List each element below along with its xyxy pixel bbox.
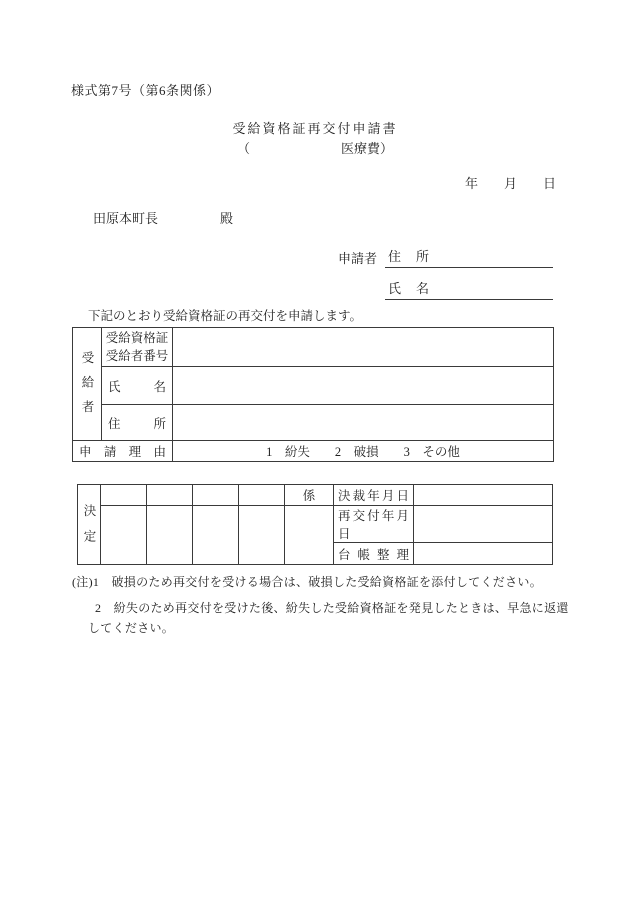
address-field bbox=[385, 246, 553, 268]
date-line: 年 月 日 bbox=[464, 176, 556, 191]
recipient-address-label-cell: 住所 bbox=[102, 405, 173, 441]
reason-options-cell: 1 紛失 2 破損 3 その他 bbox=[173, 441, 554, 462]
decision-table bbox=[77, 484, 553, 565]
note-line-3: してください。 bbox=[88, 621, 175, 635]
applicant-label: 申請者 bbox=[338, 251, 378, 266]
addressee: 田原本町長 bbox=[93, 211, 159, 226]
applicant-block bbox=[338, 246, 553, 300]
stamp-cell-4 bbox=[239, 506, 285, 565]
stamp-header-cell-2 bbox=[147, 485, 193, 506]
recipient-name-value-cell bbox=[173, 367, 554, 405]
reissue-date-label-cell: 再交付年月日 bbox=[334, 506, 414, 543]
stamp-header-cell-3 bbox=[193, 485, 239, 506]
reissue-date-value-cell bbox=[414, 506, 553, 543]
certificate-number-label-cell bbox=[102, 328, 173, 367]
recipient-table bbox=[72, 327, 554, 462]
reason-label-cell: 申請理由 bbox=[73, 441, 173, 462]
honorific: 殿 bbox=[220, 211, 234, 226]
document-title: 受給資格証再交付申請書 bbox=[232, 121, 398, 136]
document-subtitle: （ 医療費） bbox=[236, 141, 393, 156]
name-label: 氏 名 bbox=[388, 281, 431, 296]
decision-side-label: 決定 bbox=[82, 503, 96, 555]
ledger-value-cell bbox=[414, 543, 553, 565]
certificate-label-line2: 受給者番号 bbox=[105, 349, 169, 363]
applicant-name-row bbox=[385, 278, 553, 300]
addressee-line bbox=[93, 208, 233, 227]
ledger-label-cell: 台帳整理 bbox=[334, 543, 414, 565]
decision-side-cell bbox=[78, 485, 101, 565]
approval-date-value-cell bbox=[414, 485, 553, 506]
stamp-cell-2 bbox=[147, 506, 193, 565]
declaration-text: 下記のとおり受給資格証の再交付を申請します。 bbox=[88, 309, 363, 323]
recipient-side-label: 受給者 bbox=[80, 351, 94, 425]
note-line-2: 2 紛失のため再交付を受けた後、紛失した受給資格証を発見したときは、早急に返還 bbox=[95, 601, 569, 615]
stamp-cell-5 bbox=[285, 506, 334, 565]
stamp-header-cell-4 bbox=[239, 485, 285, 506]
title-block bbox=[0, 118, 630, 137]
certificate-label-line1: 受給資格証 bbox=[105, 330, 169, 345]
recipient-name-label-cell: 氏名 bbox=[102, 367, 173, 405]
stamp-cell-3 bbox=[193, 506, 239, 565]
approval-date-label-cell: 決裁年月日 bbox=[334, 485, 414, 506]
recipient-side-cell bbox=[73, 328, 102, 441]
clerk-header-cell: 係 bbox=[285, 485, 334, 506]
applicant-address-row bbox=[338, 246, 553, 268]
certificate-number-value-cell bbox=[173, 328, 554, 367]
stamp-header-cell-1 bbox=[101, 485, 147, 506]
recipient-address-value-cell bbox=[173, 405, 554, 441]
stamp-cell-1 bbox=[101, 506, 147, 565]
form-number: 様式第7号（第6条関係） bbox=[71, 83, 221, 98]
note-line-1: (注)1 破損のため再交付を受ける場合は、破損した受給資格証を添付してください。 bbox=[72, 575, 542, 589]
name-field bbox=[385, 278, 553, 300]
address-label: 住 所 bbox=[388, 249, 431, 264]
